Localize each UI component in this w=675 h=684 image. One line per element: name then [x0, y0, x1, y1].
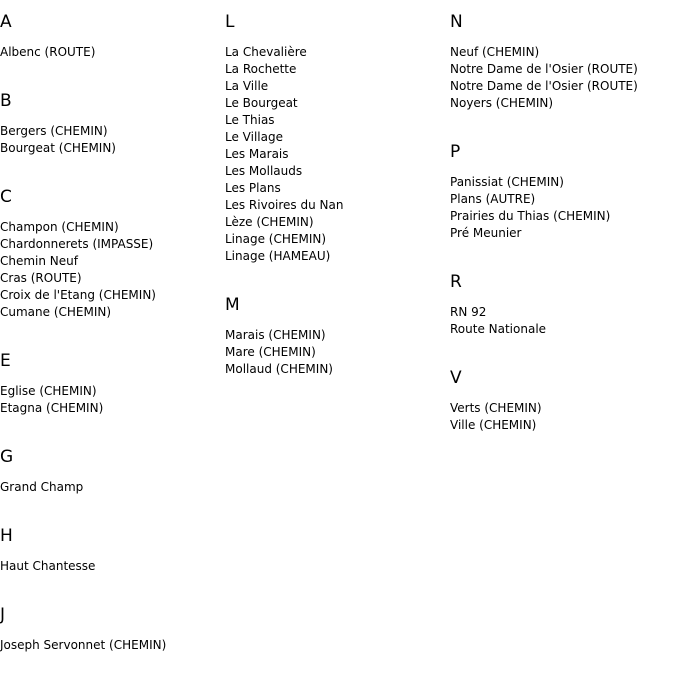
letter-heading: A	[0, 12, 12, 32]
street-link[interactable]: Linage (HAMEAU)	[225, 249, 331, 263]
street-link[interactable]: Haut Chantesse	[0, 559, 96, 573]
letter-heading: V	[450, 368, 462, 388]
letter-group-v	[450, 368, 675, 434]
street-link[interactable]: Cumane (CHEMIN)	[0, 305, 112, 319]
street-link[interactable]: Eglise (CHEMIN)	[0, 384, 97, 398]
letter-group-n	[450, 12, 675, 112]
street-list	[225, 44, 450, 265]
index-column-2	[225, 12, 450, 408]
street-list	[0, 479, 225, 496]
street-link[interactable]: Notre Dame de l'Osier (ROUTE)	[450, 79, 638, 93]
letter-heading: P	[450, 142, 461, 162]
street-link[interactable]: Verts (CHEMIN)	[450, 401, 542, 415]
street-list	[225, 327, 450, 378]
letter-heading: R	[450, 272, 462, 292]
street-link[interactable]: Notre Dame de l'Osier (ROUTE)	[450, 62, 638, 76]
street-link[interactable]: Bourgeat (CHEMIN)	[0, 141, 116, 155]
street-link[interactable]: Joseph Servonnet (CHEMIN)	[0, 638, 167, 652]
street-list	[0, 637, 225, 654]
street-list	[0, 558, 225, 575]
letter-group-b	[0, 91, 225, 157]
letter-group-m	[225, 295, 450, 378]
street-link[interactable]: Marais (CHEMIN)	[225, 328, 326, 342]
letter-group-e	[0, 351, 225, 417]
street-link[interactable]: Grand Champ	[0, 480, 84, 494]
street-link[interactable]: Le Thias	[225, 113, 275, 127]
street-link[interactable]: Les Plans	[225, 181, 281, 195]
index-column-3	[450, 12, 675, 464]
letter-group-r	[450, 272, 675, 338]
letter-heading: B	[0, 91, 12, 111]
street-link[interactable]: RN 92	[450, 305, 487, 319]
letter-heading: M	[225, 295, 240, 315]
street-list	[0, 219, 225, 321]
letter-group-a	[0, 12, 225, 61]
street-link[interactable]: Ville (CHEMIN)	[450, 418, 537, 432]
street-link[interactable]: Noyers (CHEMIN)	[450, 96, 554, 110]
street-link[interactable]: Les Rivoires du Nan	[225, 198, 344, 212]
street-link[interactable]: Etagna (CHEMIN)	[0, 401, 104, 415]
letter-heading: E	[0, 351, 11, 371]
street-link[interactable]: La Rochette	[225, 62, 297, 76]
street-link[interactable]: Panissiat (CHEMIN)	[450, 175, 564, 189]
street-list	[0, 123, 225, 157]
street-link[interactable]: Plans (AUTRE)	[450, 192, 536, 206]
street-link[interactable]: Les Mollauds	[225, 164, 303, 178]
street-link[interactable]: Lèze (CHEMIN)	[225, 215, 314, 229]
letter-heading: J	[0, 605, 6, 625]
letter-heading: C	[0, 187, 12, 207]
street-link[interactable]: Prairies du Thias (CHEMIN)	[450, 209, 611, 223]
street-link[interactable]: Croix de l'Etang (CHEMIN)	[0, 288, 156, 302]
street-link[interactable]: Albenc (ROUTE)	[0, 45, 96, 59]
letter-group-g	[0, 447, 225, 496]
index-column-1	[0, 12, 225, 684]
street-link[interactable]: Le Village	[225, 130, 283, 144]
street-list	[450, 44, 675, 112]
letter-group-h	[0, 526, 225, 575]
street-list	[0, 44, 225, 61]
letter-group-p	[450, 142, 675, 242]
street-link[interactable]: Route Nationale	[450, 322, 547, 336]
street-link[interactable]: Chardonnerets (IMPASSE)	[0, 237, 154, 251]
street-link[interactable]: La Chevalière	[225, 45, 307, 59]
street-link[interactable]: Chemin Neuf	[0, 254, 78, 268]
street-list	[450, 304, 675, 338]
street-link[interactable]: Mollaud (CHEMIN)	[225, 362, 333, 376]
street-link[interactable]: Champon (CHEMIN)	[0, 220, 119, 234]
street-link[interactable]: Le Bourgeat	[225, 96, 298, 110]
letter-heading: G	[0, 447, 14, 467]
street-link[interactable]: Mare (CHEMIN)	[225, 345, 316, 359]
street-link[interactable]: Linage (CHEMIN)	[225, 232, 327, 246]
street-link[interactable]: Cras (ROUTE)	[0, 271, 82, 285]
street-link[interactable]: Les Marais	[225, 147, 289, 161]
letter-group-l	[225, 12, 450, 265]
street-link[interactable]: La Ville	[225, 79, 269, 93]
street-link[interactable]: Bergers (CHEMIN)	[0, 124, 108, 138]
street-link[interactable]: Neuf (CHEMIN)	[450, 45, 540, 59]
letter-heading: H	[0, 526, 13, 546]
letter-group-c	[0, 187, 225, 321]
letter-heading: L	[225, 12, 235, 32]
letter-group-j	[0, 605, 225, 654]
street-list	[450, 400, 675, 434]
letter-heading: N	[450, 12, 463, 32]
street-list	[450, 174, 675, 242]
street-list	[0, 383, 225, 417]
street-link[interactable]: Pré Meunier	[450, 226, 522, 240]
